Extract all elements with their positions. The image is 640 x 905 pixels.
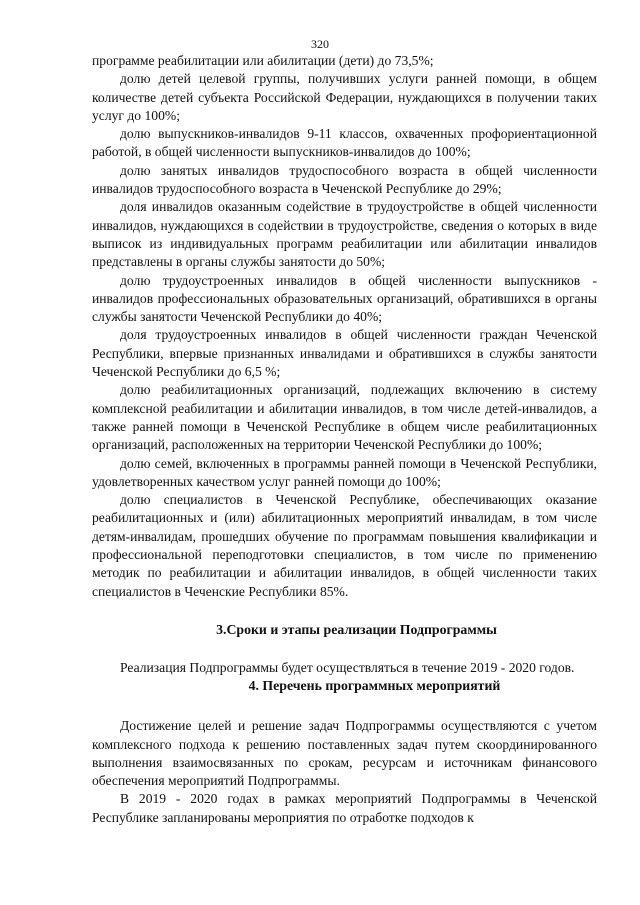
paragraph-specialists-training: долю специалистов в Чеченской Республике, обеспечивающих оказание реабилитационных и (или) абилитационных мероприятий инвалидам, в том числе детям-инвалидам, прошедших обучение по программам повышения квалификации и профессиональной переподготовки специалистов, в том числе по применению методик по реабилитации и абилитации инвалидов, в общей численности таких специалистов в Чеченские Республики 85%. <box>92 492 597 599</box>
paragraph-continuation: программе реабилитации или абилитации (дети) до 73,5%; <box>92 53 434 68</box>
paragraph-graduates-career-guidance: долю выпускников-инвалидов 9-11 классов, охваченных профориентационной работой, в общей численности выпускников-инвалидов до 100%; <box>92 126 597 160</box>
page-number: 320 <box>311 37 329 51</box>
paragraph-early-help-families: долю семей, включенных в программы ранней помощи в Чеченской Республики, удовлетворенных качеством услуг ранней помощи до 100%; <box>92 455 597 489</box>
paragraph-planned-activities: В 2019 - 2020 годах в рамках мероприятий Подпрограммы в Чеченской Республике запланированы мероприятия по отработке подходов к <box>92 791 597 825</box>
document-body <box>92 52 597 827</box>
paragraph-employment-assistance: доля инвалидов оказанным содействие в трудоустройстве в общей численности инвалидов, нуждающихся в содействии в трудоустройстве, сведения о которых в виде выписок из индивидуальных программ реабилитации или абилитации инвалидов представлены в органы службы занятости до 50%; <box>92 199 597 270</box>
paragraph-early-help-children: долю детей целевой группы, получивших услуги ранней помощи, в общем количестве детей субъекта Российской Федерации, нуждающихся в получении таких услуг до 100%; <box>92 71 597 123</box>
section-heading-timeline: 3.Сроки и этапы реализации Подпрограммы <box>216 621 497 637</box>
paragraph-goals-achievement: Достижение целей и решение задач Подпрограммы осуществляются с учетом комплексного подхода к решению поставленных задач путем скоординированного выполнения взаимосвязанных по срокам, ресурсам и источникам финансового обеспечения мероприятий Подпрограммы. <box>92 718 597 789</box>
paragraph-rehabilitation-organizations: долю реабилитационных организаций, подлежащих включению в систему комплексной реабилитации и абилитации инвалидов, в том числе детей-инвалидов, а также ранней помощи в Чеченской Республике в общем числе реабилитационных организаций, расположенных на территории Чеченской Республики до 100%; <box>92 382 597 453</box>
paragraph-employed-disabled: долю занятых инвалидов трудоспособного возраста в общей численности инвалидов трудоспособного возраста в Чеченской Республике до 29%; <box>92 162 597 197</box>
paragraph-employed-citizens: доля трудоустроенных инвалидов в общей численности граждан Чеченской Республики, впервые признанных инвалидами и обратившихся в службы занятости Чеченской Республики до 6,5 %; <box>92 327 597 380</box>
section-heading-activities: 4. Перечень программных мероприятий <box>248 678 501 694</box>
paragraph-employed-graduates: долю трудоустроенных инвалидов в общей численности выпускников - инвалидов профессиональных образовательных организаций, обратившихся в органы службы занятости Чеченской Республики до 40%; <box>92 272 597 325</box>
paragraph-implementation-period: Реализация Подпрограммы будет осуществляться в течение 2019 - 2020 годов. <box>120 659 575 675</box>
